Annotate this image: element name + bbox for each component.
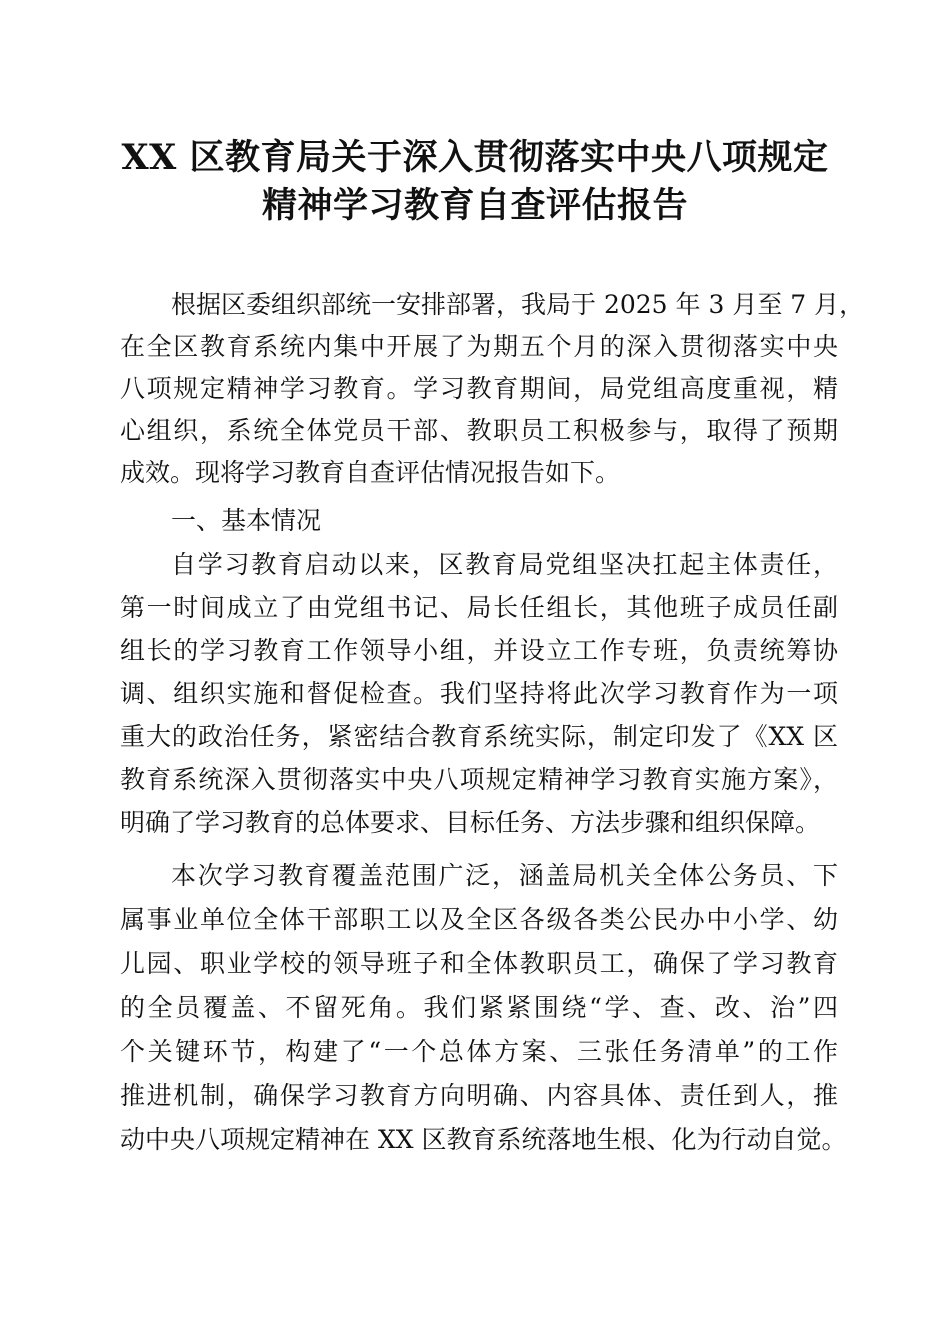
paragraph-3-line: 儿园、职业学校的领导班子和全体教职员工，确保了学习教育: [120, 949, 838, 978]
paragraph-2-line: 自学习教育启动以来，区教育局党组坚决扛起主体责任，: [171, 550, 838, 579]
paragraph-3-line: 推进机制，确保学习教育方向明确、内容具体、责任到人，推: [120, 1081, 838, 1110]
paragraph-2-line: 调、组织实施和督促检查。我们坚持将此次学习教育作为一项: [120, 679, 838, 708]
paragraph-2-line: 重大的政治任务，紧密结合教育系统实际，制定印发了《XX 区: [120, 722, 838, 751]
paragraph-1-line: 成效。现将学习教育自查评估情况报告如下。: [120, 458, 621, 487]
paragraph-1-line: 在全区教育系统内集中开展了为期五个月的深入贯彻落实中央: [120, 332, 838, 361]
paragraph-2-line: 第一时间成立了由党组书记、局长任组长，其他班子成员任副: [120, 593, 838, 622]
paragraph-3-line: 属事业单位全体干部职工以及全区各级各类公民办中小学、幼: [120, 905, 838, 934]
paragraph-3-line: 动中央八项规定精神在 XX 区教育系统落地生根、化为行动自觉。: [120, 1125, 847, 1154]
paragraph-2-line: 教育系统深入贯彻落实中央八项规定精神学习教育实施方案》，: [120, 765, 838, 794]
paragraph-3-line: 的全员覆盖、不留死角。我们紧紧围绕“学、查、改、治”四: [120, 993, 838, 1022]
paragraph-1-line: 八项规定精神学习教育。学习教育期间，局党组高度重视，精: [120, 374, 838, 403]
section-heading: 一、基本情况: [171, 506, 322, 535]
document-title-line-2: 精神学习教育自查评估报告: [261, 185, 688, 226]
paragraph-2-line: 组长的学习教育工作领导小组，并设立工作专班，负责统筹协: [120, 636, 838, 665]
paragraph-3-line: 本次学习教育覆盖范围广泛，涵盖局机关全体公务员、下: [171, 861, 838, 890]
paragraph-1-line: 心组织，系统全体党员干部、教职员工积极参与，取得了预期: [120, 416, 838, 445]
paragraph-1-line: 根据区委组织部统一安排部署，我局于 2025 年 3 月至 7 月，: [171, 290, 865, 319]
paragraph-2-line: 明确了学习教育的总体要求、目标任务、方法步骤和组织保障。: [120, 808, 821, 837]
paragraph-3-line: 个关键环节，构建了“一个总体方案、三张任务清单”的工作: [120, 1037, 838, 1066]
document-title-line-1: XX 区教育局关于深入贯彻落实中央八项规定: [121, 137, 829, 178]
